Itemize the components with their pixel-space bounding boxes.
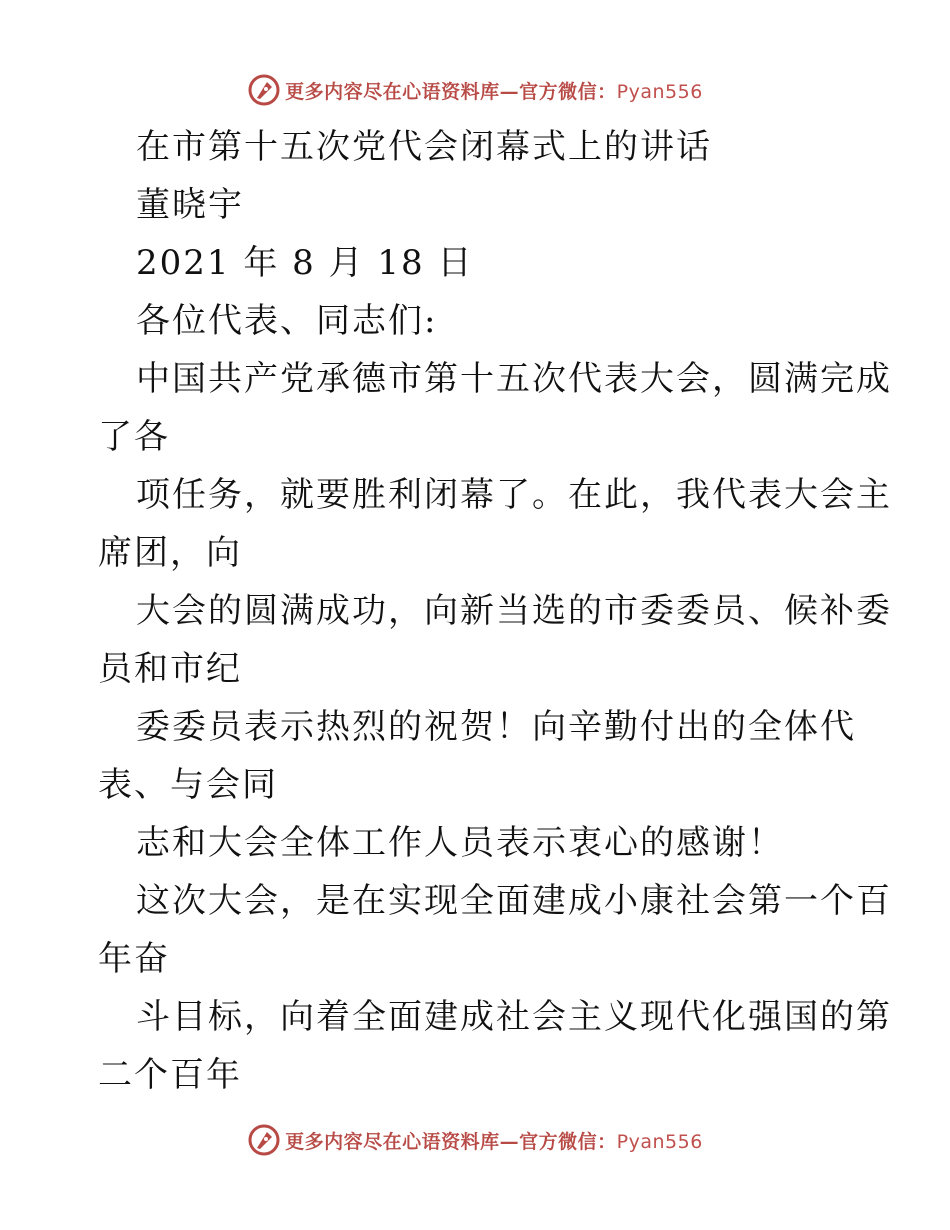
paragraph-line: 年奋 (98, 939, 170, 979)
paragraph-line: 这次大会，是在实现全面建成小康社会第一个百 (136, 881, 892, 921)
document-date: 2021 年 8 月 18 日 (136, 243, 474, 283)
paragraph-line: 员和市纪 (98, 649, 242, 689)
pen-nib-logo-icon (247, 1123, 281, 1157)
pen-nib-logo-icon (247, 73, 281, 107)
watermark-brand: Pyan556 (616, 1130, 703, 1153)
watermark-text (285, 1127, 703, 1154)
watermark-cn: 更多内容尽在心语资料库—官方微信： (285, 80, 617, 103)
watermark-brand: Pyan556 (616, 80, 703, 103)
watermark-cn: 更多内容尽在心语资料库—官方微信： (285, 1130, 617, 1153)
paragraph-line: 委委员表示热烈的祝贺！向辛勤付出的全体代 (136, 707, 856, 747)
paragraph-line: 大会的圆满成功，向新当选的市委委员、候补委 (136, 591, 892, 631)
paragraph-line: 席团，向 (98, 533, 242, 573)
paragraph-line: 表、与会同 (98, 765, 278, 805)
watermark-footer (0, 1120, 950, 1160)
document-body (98, 118, 892, 1104)
paragraph-line: 二个百年 (98, 1055, 242, 1095)
paragraph-line: 中国共产党承德市第十五次代表大会，圆满完成 (136, 359, 892, 399)
document-title: 在市第十五次党代会闭幕式上的讲话 (136, 127, 712, 167)
watermark-text (285, 77, 703, 104)
watermark-header (0, 70, 950, 110)
paragraph-line: 了各 (98, 417, 170, 457)
document-author: 董晓宇 (136, 185, 244, 225)
paragraph-line: 项任务，就要胜利闭幕了。在此，我代表大会主 (136, 475, 892, 515)
paragraph-line: 志和大会全体工作人员表示衷心的感谢！ (136, 823, 784, 863)
paragraph-line: 斗目标，向着全面建成社会主义现代化强国的第 (136, 997, 892, 1037)
document-greeting: 各位代表、同志们: (136, 301, 438, 341)
